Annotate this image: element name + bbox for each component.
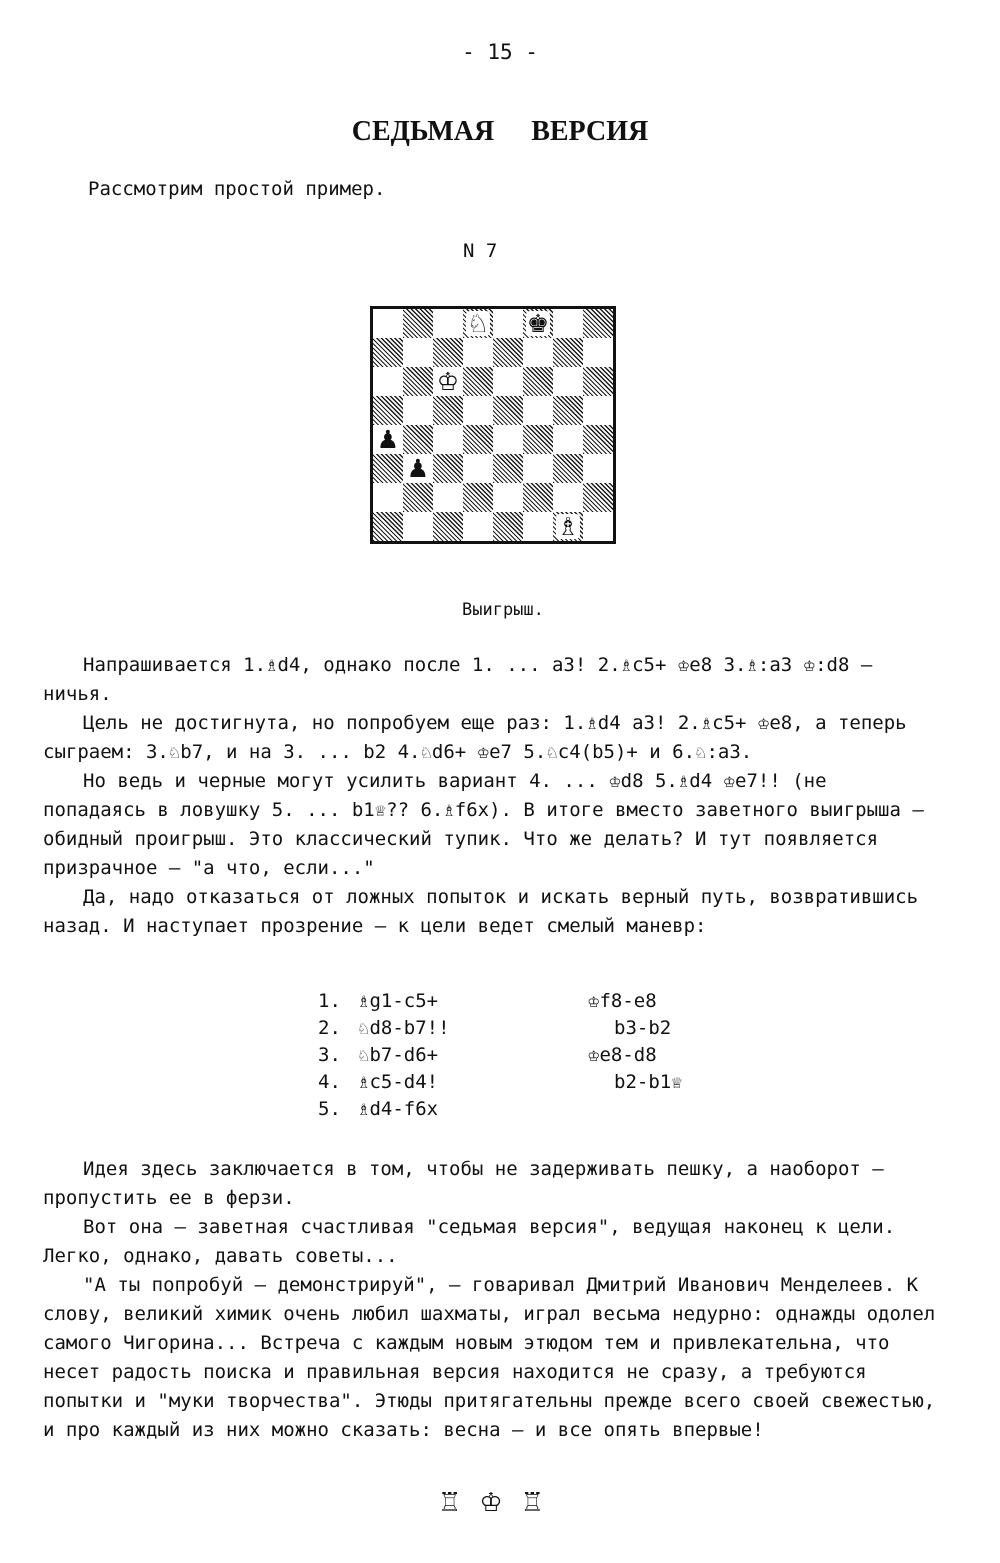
black-move: ♔e8-d8	[588, 1044, 657, 1066]
square-a4	[373, 425, 403, 454]
square-b1	[403, 512, 433, 541]
square-g5	[553, 396, 583, 425]
square-b6	[403, 367, 433, 396]
square-f5	[523, 396, 553, 425]
paragraph-2: Цель не достигнута, но попробуем еще раз: 1.♗d4 a3! 2.♗c5+ ♔e8, а теперь сыграем: 3.♘b7, и на 3. ... b2 4.♘d6+ ♔e7 5.♘c4(b5)+ и 6.♘:a3.	[43, 712, 907, 763]
square-h3	[583, 454, 613, 483]
square-c2	[433, 483, 463, 512]
square-b7	[403, 338, 433, 367]
square-c5	[433, 396, 463, 425]
black-pawn-icon: ♟	[376, 425, 400, 454]
square-d7	[463, 338, 493, 367]
black-king-icon: ♚	[526, 309, 550, 338]
square-g6	[553, 367, 583, 396]
square-g7	[553, 338, 583, 367]
paragraph-6: Вот она – заветная счастливая "седьмая версия", ведущая наконец к цели. Легко, однако, давать советы...	[43, 1216, 896, 1267]
square-f1	[523, 512, 553, 541]
square-e5	[493, 396, 523, 425]
move-row	[318, 1096, 754, 1123]
square-h8	[583, 309, 613, 338]
square-a5	[373, 396, 403, 425]
square-d2	[463, 483, 493, 512]
move-number: 5.	[318, 1098, 341, 1120]
square-d3	[463, 454, 493, 483]
move-row	[318, 1042, 754, 1069]
black-move: b3-b2	[614, 1017, 672, 1039]
white-move: ♗c5-d4!	[358, 1071, 439, 1093]
paragraph-5: Идея здесь заключается в том, чтобы не задерживать пешку, а наоборот – пропустить ее в ферзи.	[43, 1158, 884, 1209]
square-h4	[583, 425, 613, 454]
white-bishop-icon: ♗	[556, 512, 580, 541]
text-block-2	[43, 1155, 938, 1445]
square-e3	[493, 454, 523, 483]
square-a6	[373, 367, 403, 396]
square-c3	[433, 454, 463, 483]
square-g8	[553, 309, 583, 338]
intro-text: Рассмотрим простой пример.	[88, 178, 386, 200]
square-c8	[433, 309, 463, 338]
solution-moves	[318, 988, 754, 1123]
square-d4	[463, 425, 493, 454]
page-title: СЕДЬМАЯ ВЕРСИЯ	[351, 116, 649, 147]
move-number: 4.	[318, 1071, 341, 1093]
square-e4	[493, 425, 523, 454]
paragraph-1: Напрашивается 1.♗d4, однако после 1. ... a3! 2.♗c5+ ♔e8 3.♗:a3 ♔:d8 – ничья.	[43, 654, 873, 705]
square-d6	[463, 367, 493, 396]
square-g3	[553, 454, 583, 483]
square-c1	[433, 512, 463, 541]
black-move: ♔f8-e8	[588, 990, 657, 1012]
square-a3	[373, 454, 403, 483]
square-f7	[523, 338, 553, 367]
square-a7	[373, 338, 403, 367]
white-move: ♗d4-f6x	[358, 1098, 439, 1120]
square-b8	[403, 309, 433, 338]
paragraph-4: Да, надо отказаться от ложных попыток и искать верный путь, возвратившись назад. И наступает прозрение – к цели ведет смелый маневр:	[43, 886, 919, 937]
square-g2	[553, 483, 583, 512]
square-f4	[523, 425, 553, 454]
square-f2	[523, 483, 553, 512]
square-f3	[523, 454, 553, 483]
move-row	[318, 988, 754, 1015]
square-h7	[583, 338, 613, 367]
square-b4	[403, 425, 433, 454]
chess-board	[370, 306, 616, 544]
square-d1	[463, 512, 493, 541]
square-e8	[493, 309, 523, 338]
move-row	[318, 1069, 754, 1096]
square-g4	[553, 425, 583, 454]
white-knight-icon: ♘	[466, 309, 490, 338]
black-move	[588, 1096, 728, 1123]
white-move: ♘d8-b7!!	[358, 1017, 450, 1039]
square-c6	[433, 367, 463, 396]
text-block-1	[43, 651, 938, 941]
square-h5	[583, 396, 613, 425]
study-verdict: Выигрыш.	[462, 600, 544, 620]
square-c7	[433, 338, 463, 367]
study-number: N 7	[463, 240, 498, 262]
square-e1	[493, 512, 523, 541]
paragraph-7: "А ты попробуй – демонстрируй", – говаривал Дмитрий Иванович Менделеев. К слову, великий химик очень любил шахматы, играл весьма недурно: однажды одолел самого Чигорина... Встреча с каждым новым этюдом тем и привлекательна, что несет радость поиска и правильная версия находится не сразу, а требуются попытки и "муки творчества". Этюды притягательны прежде всего своей свежестью, и про каждый из них можно сказать: весна – и все опять впервые!	[43, 1274, 936, 1441]
move-number: 2.	[318, 1017, 341, 1039]
black-move: b2-b1♕	[614, 1071, 683, 1093]
square-e2	[493, 483, 523, 512]
square-a2	[373, 483, 403, 512]
paragraph-3: Но ведь и черные могут усилить вариант 4. ... ♔d8 5.♗d4 ♔e7!! (не попадаясь в ловушку 5. ... b1♕?? 6.♗f6x). В итоге вместо заветного выигрыша – обидный проигрыш. Это классический тупик. Что же делать? И тут появляется призрачное – "а что, если..."	[43, 770, 924, 879]
white-king-icon: ♔	[436, 367, 460, 396]
move-row	[318, 1015, 754, 1042]
square-b5	[403, 396, 433, 425]
square-a1	[373, 512, 403, 541]
square-e6	[493, 367, 523, 396]
square-c4	[433, 425, 463, 454]
square-h1	[583, 512, 613, 541]
page-number: - 15 -	[462, 40, 538, 64]
black-pawn-icon: ♟	[406, 454, 430, 483]
square-d8	[463, 309, 493, 338]
square-g1	[553, 512, 583, 541]
move-number: 1.	[318, 990, 341, 1012]
square-e7	[493, 338, 523, 367]
square-h6	[583, 367, 613, 396]
white-move: ♗g1-c5+	[358, 990, 439, 1012]
closing-ornament: ♖♔♖	[438, 1488, 562, 1518]
square-b2	[403, 483, 433, 512]
move-number: 3.	[318, 1044, 341, 1066]
square-f8	[523, 309, 553, 338]
square-f6	[523, 367, 553, 396]
white-move: ♘b7-d6+	[358, 1044, 439, 1066]
square-a8	[373, 309, 403, 338]
square-h2	[583, 483, 613, 512]
square-b3	[403, 454, 433, 483]
square-d5	[463, 396, 493, 425]
